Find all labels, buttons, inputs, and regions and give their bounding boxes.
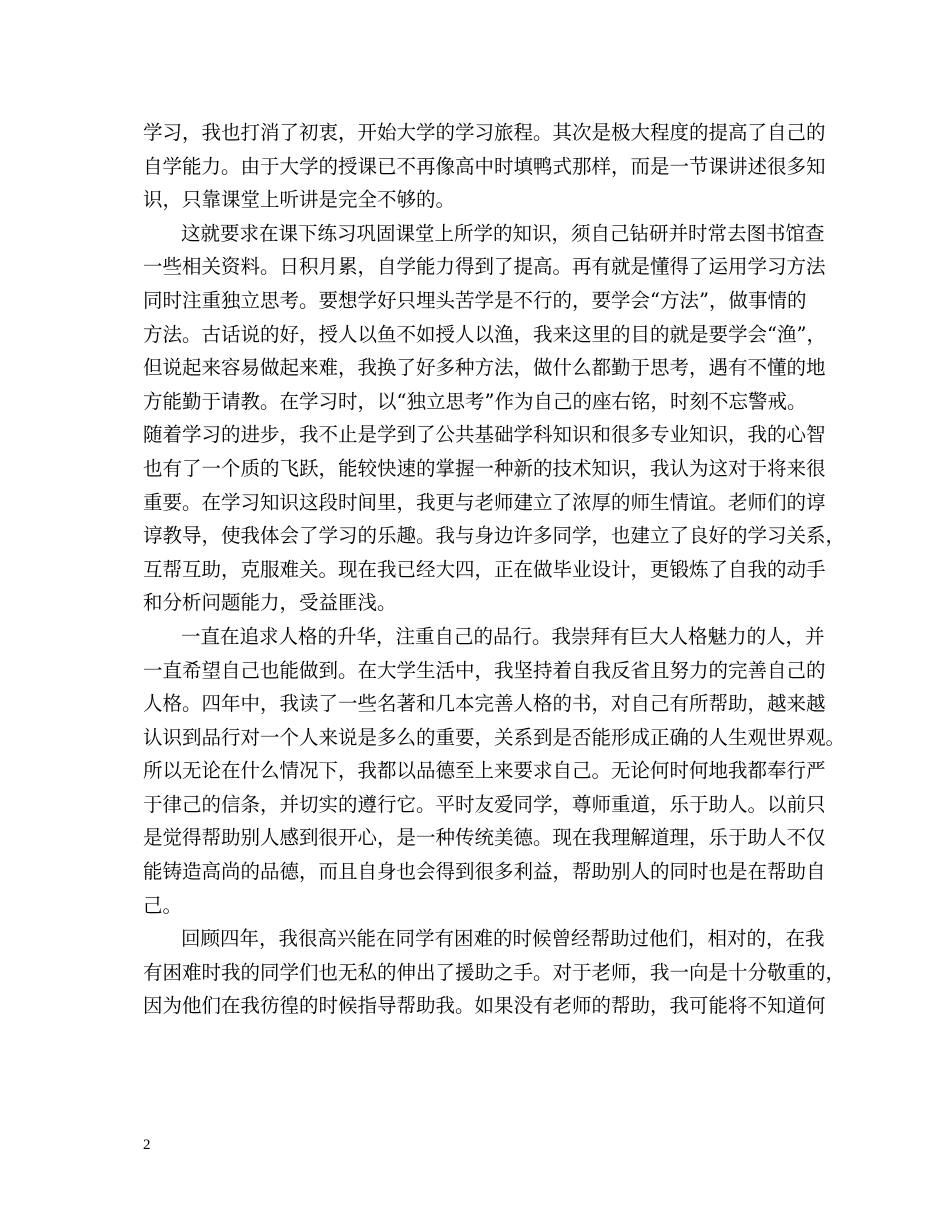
text-line: 一直希望自己也能做到。在大学生活中，我坚持着自我反省且努力的完善自己的: [143, 658, 826, 682]
text-line: 能铸造高尚的品德，而且自身也会得到很多利益，帮助别人的同时也是在帮助自: [143, 860, 826, 884]
text-line: 也有了一个质的飞跃，能较快速的掌握一种新的技术知识，我认为这对于将来很: [143, 456, 826, 480]
page-number: 2: [143, 1137, 151, 1153]
paragraph-first-line: 一直在追求人格的升华，注重自己的品行。我崇拜有巨大人格魅力的人，并: [181, 624, 825, 648]
text-line: 谆教导，使我体会了学习的乐趣。我与身边许多同学，也建立了良好的学习关系，: [143, 524, 846, 548]
text-line: 自学能力。由于大学的授课已不再像高中时填鸭式那样，而是一节课讲述很多知: [143, 154, 826, 178]
text-line: 所以无论在什么情况下，我都以品德至上来要求自己。无论何时何地我都奉行严: [143, 759, 826, 783]
paragraph-first-line: 回顾四年，我很高兴能在同学有困难的时候曾经帮助过他们，相对的，在我: [181, 927, 825, 951]
text-line: 人格。四年中，我读了一些名著和几本完善人格的书，对自己有所帮助，越来越: [143, 692, 826, 716]
text-line: 方能勤于请教。在学习时，以“独立思考”作为自己的座右铭，时刻不忘警戒。: [143, 389, 807, 413]
text-line: 因为他们在我彷徨的时候指导帮助我。如果没有老师的帮助，我可能将不知道何: [143, 994, 826, 1018]
text-line: 学习，我也打消了初衷，开始大学的学习旅程。其次是极大程度的提高了自己的: [143, 121, 826, 144]
text-line: 方法。古话说的好，授人以鱼不如授人以渔，我来这里的目的就是要学会“渔”，: [143, 322, 826, 346]
text-line: 随着学习的进步，我不止是学到了公共基础学科知识和很多专业知识，我的心智: [143, 423, 826, 447]
text-line: 是觉得帮助别人感到很开心，是一种传统美德。现在我理解道理，乐于助人不仅: [143, 826, 826, 850]
text-line: 于律己的信条，并切实的遵行它。平时友爱同学，尊师重道，乐于助人。以前只: [143, 792, 826, 816]
text-line: 但说起来容易做起来难，我换了好多种方法，做什么都勤于思考，遇有不懂的地: [143, 356, 826, 380]
body-text: [143, 116, 846, 1023]
text-line: 识，只靠课堂上听讲是完全不够的。: [143, 188, 456, 212]
text-line: 和分析问题能力，受益匪浅。: [143, 591, 397, 615]
text-line: 重要。在学习知识这段时间里，我更与老师建立了浓厚的师生情谊。老师们的谆: [143, 490, 826, 514]
paragraph-first-line: 这就要求在课下练习巩固课堂上所学的知识，须自己钻研并时常去图书馆查: [181, 221, 825, 245]
text-line: 一些相关资料。日积月累，自学能力得到了提高。再有就是懂得了运用学习方法: [143, 255, 826, 279]
text-line: 同时注重独立思考。要想学好只埋头苦学是不行的，要学会“方法”，做事情的: [143, 288, 807, 312]
text-line: 认识到品行对一个人来说是多么的重要，关系到是否能形成正确的人生观世界观。: [143, 725, 846, 749]
text-line: 有困难时我的同学们也无私的伸出了援助之手。对于老师，我一向是十分敬重的，: [143, 960, 846, 984]
text-line: 己。: [143, 893, 183, 917]
text-line: 互帮互助，克服难关。现在我已经大四，正在做毕业设计，更锻炼了自我的动手: [143, 557, 826, 581]
